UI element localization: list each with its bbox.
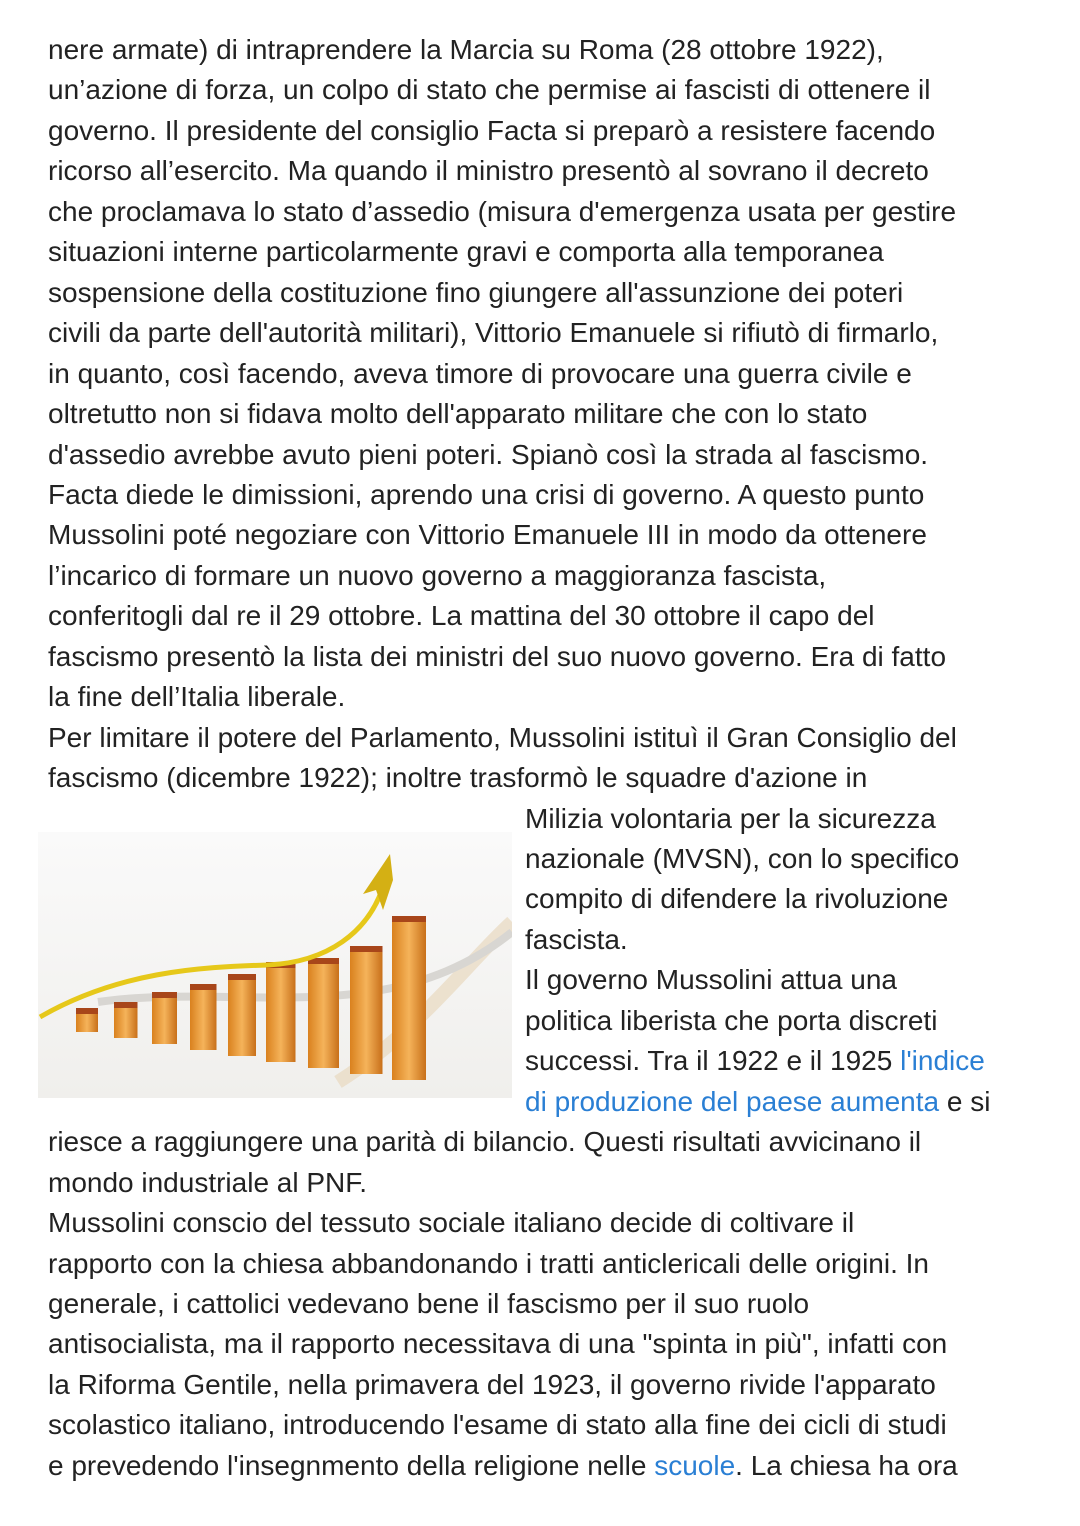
- inline-link[interactable]: scuole: [654, 1449, 736, 1481]
- text-segment: in quanto, così facendo, aveva timore di provocare una guerra civile e: [48, 357, 912, 389]
- bar-shape: [266, 966, 296, 1062]
- text-segment: Milizia volontaria per la sicurezza: [525, 802, 936, 834]
- text-segment: scolastico italiano, introducendo l'esame di stato alla fine dei cicli di studi: [48, 1409, 947, 1441]
- bar-top: [76, 1008, 98, 1014]
- text-line: [48, 435, 928, 475]
- text-segment: nere armate) di intraprendere la Marcia su Roma (28 ottobre 1922),: [48, 34, 884, 65]
- text-line: [48, 70, 930, 110]
- bar-shape: [190, 988, 217, 1050]
- bar-top: [228, 974, 256, 980]
- inline-link[interactable]: di produzione del paese aumenta: [525, 1085, 940, 1117]
- bar-shape: [308, 962, 339, 1068]
- text-segment: . La chiesa ha ora: [735, 1449, 958, 1481]
- text-line: [48, 1163, 367, 1203]
- bar-top: [152, 992, 177, 998]
- growth-bar-chart-image: [38, 832, 512, 1098]
- text-segment: conferitogli dal re il 29 ottobre. La mattina del 30 ottobre il capo del: [48, 600, 875, 632]
- text-line: [48, 1324, 947, 1364]
- text-segment: Mussolini conscio del tessuto sociale italiano decide di coltivare il: [48, 1207, 855, 1239]
- text-segment: mondo industriale al PNF.: [48, 1166, 368, 1198]
- text-line: [48, 273, 903, 313]
- text-line: [48, 1122, 921, 1162]
- text-line: [48, 1365, 936, 1405]
- text-segment: che proclamava lo stato d’assedio (misura d'emergenza usata per gestire: [48, 195, 957, 227]
- text-segment: Facta diede le dimissioni, aprendo una crisi di governo. A questo punto: [48, 478, 925, 510]
- text-line: [48, 151, 929, 191]
- bar-shape: [152, 996, 177, 1044]
- text-line: [48, 313, 938, 353]
- text-line: [48, 394, 867, 434]
- text-line: [525, 960, 897, 1000]
- text-segment: sospensione della costituzione fino giungere all'assunzione dei poteri: [48, 276, 904, 308]
- text-line: [48, 232, 884, 272]
- text-line: [48, 596, 875, 636]
- text-segment: e si: [939, 1085, 991, 1117]
- text-segment: compito di difendere la rivoluzione: [525, 883, 949, 915]
- text-segment: e prevedendo l'insegnmento della religione nelle: [48, 1449, 655, 1481]
- text-segment: antisocialista, ma il rapporto necessitava di una "spinta in più", infatti con: [48, 1328, 948, 1360]
- text-line: [525, 1041, 985, 1081]
- text-line: [525, 839, 959, 879]
- bar-top: [114, 1002, 138, 1008]
- bar-shape: [392, 920, 426, 1080]
- bar-top: [190, 984, 217, 990]
- text-line: [525, 1082, 990, 1122]
- bar-shape: [350, 950, 383, 1074]
- text-segment: civili da parte dell'autorità militari), Vittorio Emanuele si rifiutò di firmarlo,: [48, 317, 939, 349]
- text-segment: fascista.: [525, 923, 628, 955]
- text-line: [48, 556, 826, 596]
- text-line: [525, 879, 948, 919]
- text-segment: rapporto con la chiesa abbandonando i tratti anticlericali delle origini. In: [48, 1247, 929, 1279]
- text-segment: Mussolini poté negoziare con Vittorio Emanuele III in modo da ottenere: [48, 519, 927, 551]
- text-segment: la fine dell’Italia liberale.: [48, 681, 346, 713]
- text-line: [48, 677, 345, 717]
- text-segment: d'assedio avrebbe avuto pieni poteri. Spianò così la strada al fascismo.: [48, 438, 929, 470]
- text-segment: fascismo (dicembre 1922); inoltre trasformò le squadre d'azione in: [48, 762, 868, 794]
- text-segment: Per limitare il potere del Parlamento, Mussolini istituì il Gran Consiglio del: [48, 721, 957, 753]
- text-segment: la Riforma Gentile, nella primavera del 1923, il governo rivide l'apparato: [48, 1368, 936, 1400]
- text-line: [48, 758, 867, 798]
- text-segment: situazioni interne particolarmente gravi e comporta alla temporanea: [48, 236, 884, 268]
- text-segment: l’incarico di formare un nuovo governo a maggioranza fascista,: [48, 559, 827, 591]
- text-line: [48, 718, 957, 758]
- text-line: [48, 1203, 854, 1243]
- text-line: [48, 192, 956, 232]
- text-segment: governo. Il presidente del consiglio Facta si preparò a resistere facendo: [48, 114, 936, 146]
- bar-top: [392, 916, 426, 922]
- text-line: [48, 1244, 929, 1284]
- text-segment: un’azione di forza, un colpo di stato che permise ai fascisti di ottenere il: [48, 74, 931, 106]
- text-segment: oltretutto non si fidava molto dell'apparato militare che con lo stato: [48, 398, 868, 430]
- bar-shape: [114, 1006, 138, 1038]
- text-line: [48, 1446, 958, 1486]
- text-line: [48, 111, 935, 151]
- text-line: [48, 515, 927, 555]
- text-segment: Il governo Mussolini attua una: [525, 964, 897, 996]
- text-line: [48, 475, 924, 515]
- text-segment: riesce a raggiungere una parità di bilancio. Questi risultati avvicinano il: [48, 1126, 922, 1158]
- text-segment: successi. Tra il 1922 e il 1925: [525, 1045, 901, 1077]
- text-segment: ricorso all’esercito. Ma quando il ministro presentò al sovrano il decreto: [48, 155, 929, 187]
- text-segment: politica liberista che porta discreti: [525, 1004, 938, 1036]
- text-line: [525, 920, 628, 960]
- text-line: [48, 354, 912, 394]
- text-segment: fascismo presentò la lista dei ministri del suo nuovo governo. Era di fatto: [48, 640, 947, 672]
- text-segment: nazionale (MVSN), con lo specifico: [525, 843, 960, 874]
- bar-shape: [228, 978, 256, 1056]
- bar-top: [350, 946, 383, 952]
- inline-link[interactable]: l'indice: [900, 1045, 985, 1077]
- text-line: [48, 30, 884, 70]
- text-line: [48, 637, 946, 677]
- text-line: [48, 1284, 809, 1324]
- text-line: [525, 799, 936, 839]
- text-segment: generale, i cattolici vedevano bene il fascismo per il suo ruolo: [48, 1287, 810, 1319]
- text-line: [48, 1405, 947, 1445]
- bar-shape: [76, 1012, 98, 1032]
- text-line: [525, 1001, 937, 1041]
